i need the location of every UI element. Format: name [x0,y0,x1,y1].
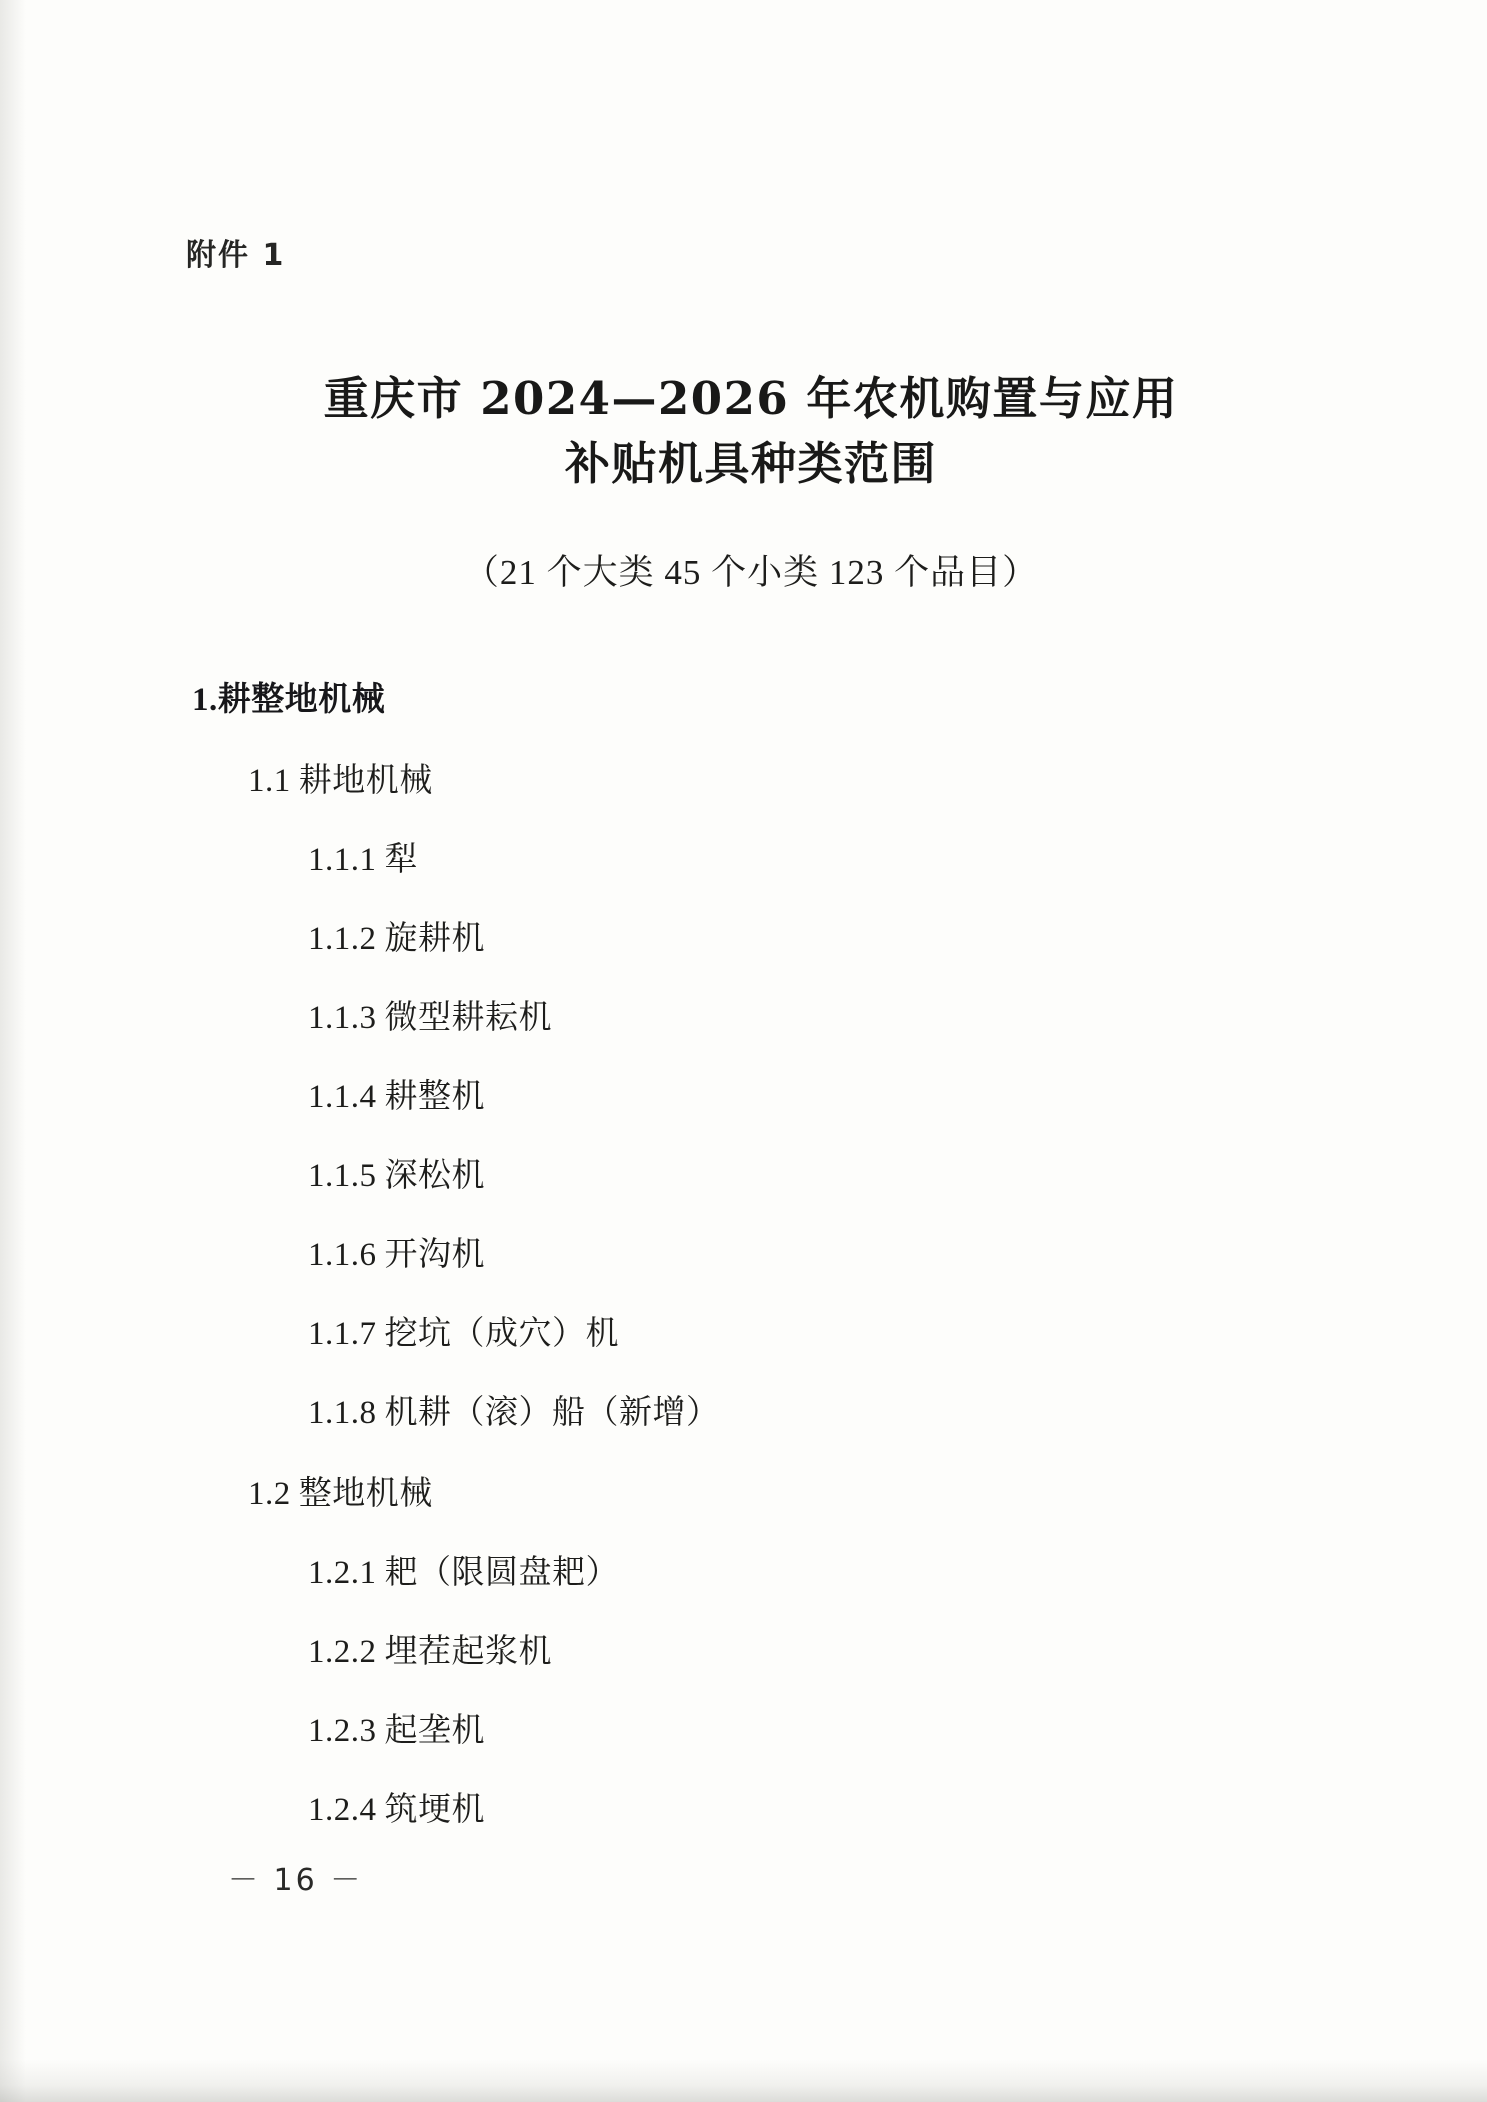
list-item [308,1228,1316,1275]
item-title-1-1-8: 机耕（滚）船（新增） [384,1394,720,1431]
subsection-number-1-2: 1.2 [248,1475,291,1512]
item-number-1-1-8: 1.1.8 [308,1394,377,1431]
item-title-1-2-2: 埋茬起浆机 [384,1633,552,1670]
item-title-1-2-3: 起垄机 [384,1712,485,1749]
section-title-1: 耕整地机械 [217,681,386,718]
list-item [308,1070,1316,1117]
list-item [308,1704,1316,1751]
page-title-line-2: 补贴机具种类范围 [564,437,937,491]
item-number-1-1-4: 1.1.4 [308,1078,377,1115]
subsection-title-1-1: 耕地机械 [298,762,433,799]
list-item [308,1783,1316,1830]
item-number-1-1-6: 1.1.6 [308,1236,377,1273]
item-number-1-1-5: 1.1.5 [308,1157,377,1194]
item-number-1-2-1: 1.2.1 [308,1554,377,1591]
item-title-1-1-5: 深松机 [384,1157,485,1194]
section-heading-1 [192,673,1316,720]
item-title-1-1-4: 耕整机 [384,1078,485,1115]
page-number: － 16 － [228,1863,364,1898]
item-title-1-1-1: 犁 [384,841,418,878]
scan-edge-shadow-bottom [0,2060,1487,2102]
list-item [308,1625,1316,1672]
document-body [186,230,1316,1830]
page-title-line-1: 重庆市 2024—2026 年农机购置与应用 [323,372,1179,425]
item-title-1-1-2: 旋耕机 [384,920,485,957]
list-item [308,1546,1316,1593]
item-number-1-2-2: 1.2.2 [308,1633,377,1670]
list-item [308,1307,1316,1354]
subsection-title-1-2: 整地机械 [298,1475,433,1512]
item-number-1-1-2: 1.1.2 [308,920,377,957]
item-number-1-2-3: 1.2.3 [308,1712,377,1749]
item-number-1-2-4: 1.2.4 [308,1791,377,1828]
item-title-1-1-7: 挖坑（成穴）机 [384,1315,619,1352]
item-number-1-1-7: 1.1.7 [308,1315,377,1352]
item-number-1-1-1: 1.1.1 [308,841,377,878]
item-number-1-1-3: 1.1.3 [308,999,377,1036]
page-title [291,366,1211,497]
item-title-1-1-6: 开沟机 [384,1236,485,1273]
item-title-1-2-1: 耙（限圆盘耙） [384,1554,619,1591]
attachment-label: 附件 1 [186,238,286,273]
subsection-number-1-1: 1.1 [248,762,291,799]
list-item [308,912,1316,959]
subsection-heading-1-1 [248,754,1316,801]
list-item [308,991,1316,1038]
item-title-1-1-3: 微型耕耘机 [384,999,552,1036]
item-title-1-2-4: 筑埂机 [384,1791,485,1828]
section-number-1: 1. [192,681,218,718]
list-item [308,833,1316,880]
list-item [308,1149,1316,1196]
subsection-heading-1-2 [248,1467,1316,1514]
page-subtitle: （21 个大类 45 个小类 123 个品目） [463,552,1039,592]
scan-edge-shadow-left [0,0,26,2102]
list-item [308,1386,1316,1433]
